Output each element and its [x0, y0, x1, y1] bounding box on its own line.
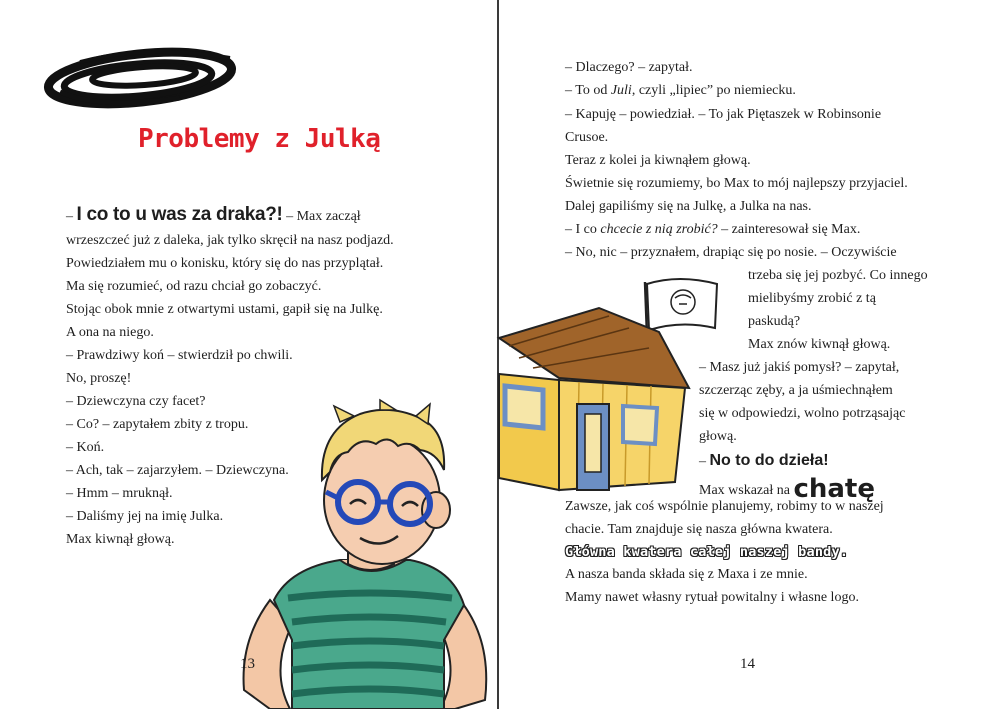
body-line: chacie. Tam znajduje się nasza główna kwatera. — [565, 522, 833, 537]
outlined-line: Główna kwatera całej naszej bandy. — [565, 544, 849, 560]
wrapped-line: paskudą? — [748, 314, 801, 329]
body-line: – To od Juli, czyli „lipiec” po niemiecku. — [565, 83, 796, 98]
body-line: Teraz z kolei ja kiwnąłem głową. — [565, 153, 751, 168]
treehouse-with-flag-illustration — [499, 268, 694, 493]
body-line: Max kiwnął głową. — [66, 532, 175, 547]
chate-line: Max wskazał na chatę — [699, 474, 875, 504]
wrapped-line: szczerząc zęby, a ja uśmiechnąłem — [699, 383, 893, 398]
body-line: Zawsze, jak coś wspólnie planujemy, robimy to w naszej — [565, 499, 884, 514]
wrapped-line: – Masz już jakiś pomysł? – zapytał, — [699, 360, 900, 375]
ink-scribble-icon — [40, 40, 250, 120]
body-line: – Kapuję – powiedział. – To jak Piętaszek w Robinsonie — [565, 107, 882, 122]
body-line: Ma się rozumieć, od razu chciał go zobaczyć. — [66, 279, 322, 294]
wrapped-line: mielibyśmy zrobić z tą — [748, 291, 876, 306]
wrapped-line: się w odpowiedzi, wolno potrząsając — [699, 406, 906, 421]
left-page — [0, 0, 497, 709]
body-line: – Dlaczego? – zapytał. — [565, 60, 693, 75]
body-line: Stojąc obok mnie z otwartymi ustami, gapił się na Julkę. — [66, 302, 383, 317]
body-line: Crusoe. — [565, 130, 609, 145]
body-line: Dalej gapiliśmy się na Julkę, a Julka na nas. — [565, 199, 812, 214]
body-line: – Koń. — [66, 440, 105, 455]
shout-emphasis: I co to u was za draka?! — [76, 204, 283, 225]
body-line: – I co chcecie z nią zrobić? – zainteresował się Max. — [565, 222, 861, 237]
chapter-title: Problemy z Julką — [138, 124, 381, 154]
body-line: A nasza banda składa się z Maxa i ze mnie. — [565, 567, 808, 582]
body-line: A ona na niego. — [66, 325, 154, 340]
chate-emphasis: chatę — [793, 474, 875, 504]
shout-line: – No to do dzieła! — [699, 452, 829, 469]
right-page — [499, 0, 998, 709]
body-line: – Daliśmy jej na imię Julka. — [66, 509, 224, 524]
body-line: No, proszę! — [66, 371, 132, 386]
first-line: – I co to u was za draka?! – Max zaczął — [66, 204, 361, 225]
page-number-left: 13 — [240, 656, 255, 672]
wrapped-line: głową. — [699, 429, 737, 444]
body-line: – Co? – zapytałem zbity z tropu. — [66, 417, 249, 432]
page-number-right: 14 — [740, 656, 755, 672]
wrapped-line: Max znów kiwnął głową. — [748, 337, 891, 352]
body-line: – Prawdziwy koń – stwierdził po chwili. — [66, 348, 293, 363]
body-line: Mamy nawet własny rytuał powitalny i własne logo. — [565, 590, 859, 605]
body-line: – No, nic – przyznałem, drapiąc się po nosie. – Oczywiście — [565, 245, 897, 260]
shout-emphasis: No to do dzieła! — [709, 452, 829, 469]
body-line: – Ach, tak – zajarzyłem. – Dziewczyna. — [66, 463, 289, 478]
body-line: – Hmm – mruknął. — [66, 486, 173, 501]
body-line: Świetnie się rozumiemy, bo Max to mój najlepszy przyjaciel. — [565, 176, 908, 191]
wrapped-line: trzeba się jej pozbyć. Co innego — [748, 268, 928, 283]
boy-with-glasses-illustration — [230, 400, 497, 709]
body-line: Powiedziałem mu o konisku, który się do nas przyplątał. — [66, 256, 384, 271]
body-line: – Dziewczyna czy facet? — [66, 394, 206, 409]
body-line: wrzeszczeć już z daleka, jak tylko skręcił na nasz podjazd. — [66, 233, 394, 248]
